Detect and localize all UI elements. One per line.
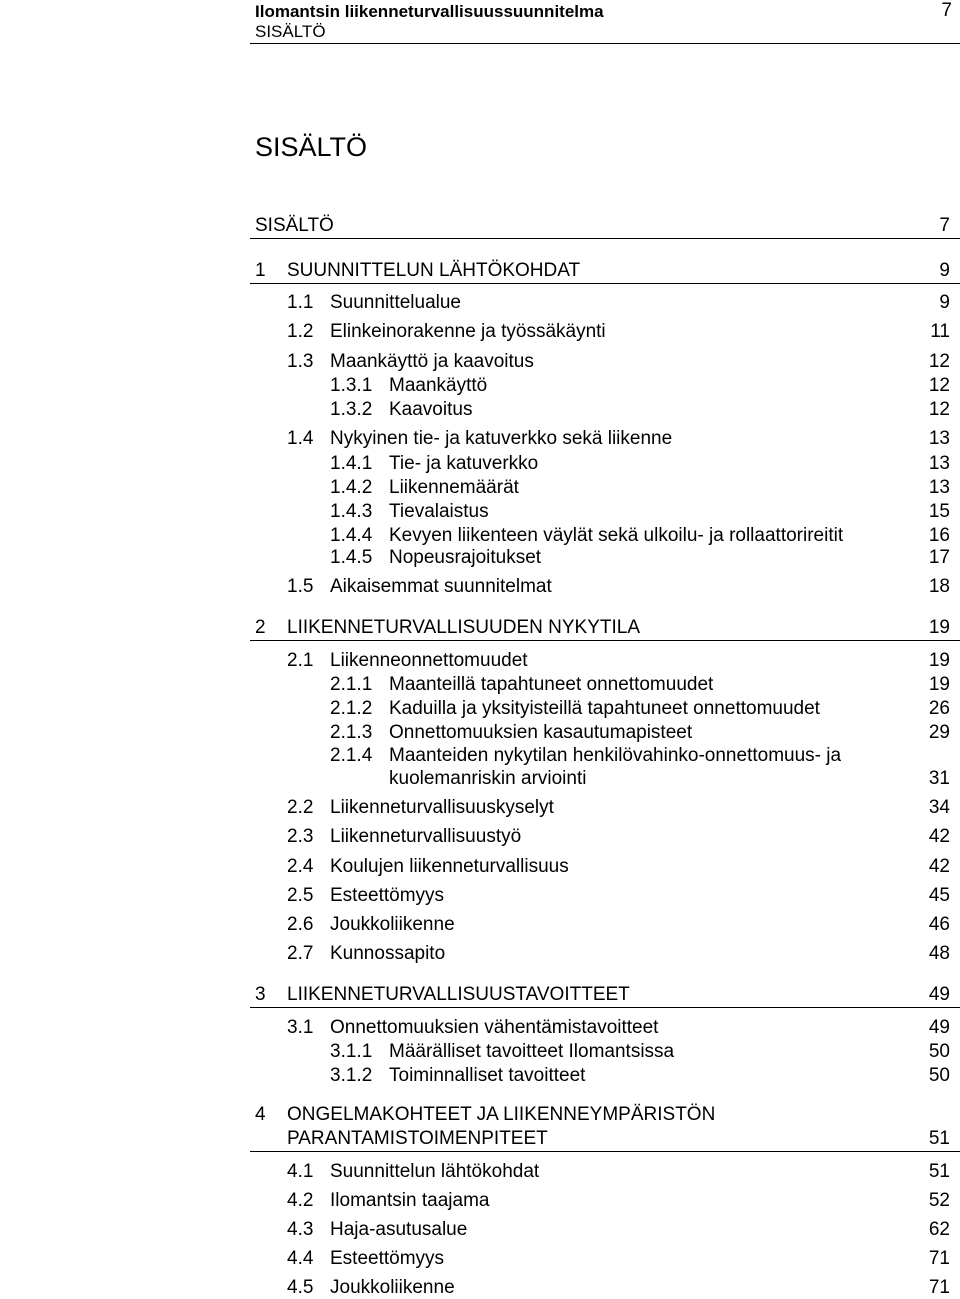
toc-entry-page: 11 <box>930 321 950 342</box>
toc-entry-text: Aikaisemmat suunnitelmat <box>330 576 552 597</box>
toc-entry-text: Suunnittelualue <box>330 292 461 313</box>
toc-entry-text: Liikenneonnettomuudet <box>330 650 528 671</box>
toc-entry-page: 50 <box>928 1041 950 1062</box>
toc-entry-number: 1.2 <box>287 321 314 342</box>
toc-entry-number: 2.3 <box>287 826 314 847</box>
toc-entry-text: Kaavoitus <box>389 399 473 420</box>
toc-entry-number: 2.1.3 <box>330 722 373 743</box>
toc-entry-page: 17 <box>928 547 950 568</box>
toc-entry-page: 19 <box>928 650 950 671</box>
toc-entry-number: 2 <box>255 617 266 638</box>
toc-entry-number: 4.5 <box>287 1277 314 1298</box>
toc-entry-page: 7 <box>939 215 950 236</box>
toc-entry-number: 1.3.1 <box>330 375 373 396</box>
toc-entry-text: Maanteiden nykytilan henkilövahinko-onnettomuus- ja <box>389 745 842 766</box>
toc-entry-page: 19 <box>928 674 950 695</box>
toc-entry-page: 51 <box>928 1161 950 1182</box>
toc-entry-page: 42 <box>928 856 950 877</box>
toc-entry-number: 1.3.2 <box>330 399 373 420</box>
toc-entry-page: 34 <box>928 797 950 818</box>
toc-entry-page: 9 <box>939 260 950 281</box>
toc-entry-text: Joukkoliikenne <box>330 914 455 935</box>
toc-entry-number: 1.4.1 <box>330 453 373 474</box>
toc-entry-text-continued: PARANTAMISTOIMENPITEET <box>287 1128 548 1149</box>
toc-entry-text: Määrälliset tavoitteet Ilomantsissa <box>389 1041 675 1062</box>
toc-entry-number: 2.7 <box>287 943 314 964</box>
toc-entry-number: 4.1 <box>287 1161 314 1182</box>
toc-entry-text: Joukkoliikenne <box>330 1277 455 1298</box>
toc-entry-page: 16 <box>928 525 950 546</box>
toc-entry-number: 1.3 <box>287 351 314 372</box>
toc-entry-text: Elinkeinorakenne ja työssäkäynti <box>330 321 606 342</box>
toc-entry-page: 46 <box>928 914 950 935</box>
toc-entry-number: 4.4 <box>287 1248 314 1269</box>
toc-entry-text: Liikennemäärät <box>389 477 519 498</box>
toc-entry-number: 1.4.2 <box>330 477 373 498</box>
toc-entry-page: 49 <box>928 984 950 1005</box>
toc-entry-text: LIIKENNETURVALLISUUDEN NYKYTILA <box>287 617 641 638</box>
toc-entry-page: 62 <box>928 1219 950 1240</box>
toc-entry-text: Tievalaistus <box>389 501 489 522</box>
toc-entry-page: 9 <box>939 292 950 313</box>
toc-entry-number: 2.6 <box>287 914 314 935</box>
toc-entry-page: 13 <box>928 428 950 449</box>
toc-entry-number: 2.5 <box>287 885 314 906</box>
toc-entry-text: Kaduilla ja yksityisteillä tapahtuneet onnettomuudet <box>389 698 820 719</box>
toc-entry-page: 29 <box>928 722 950 743</box>
toc-entry-number: 1.4 <box>287 428 314 449</box>
toc-entry-number: 4.3 <box>287 1219 314 1240</box>
toc-entry-number: 1.4.3 <box>330 501 373 522</box>
toc-entry-number: 1.1 <box>287 292 314 313</box>
toc-entry-text: Kunnossapito <box>330 943 446 964</box>
toc-entry-text: Suunnittelun lähtökohdat <box>330 1161 540 1182</box>
toc-entry-number: 1.5 <box>287 576 314 597</box>
toc-entry-text: Tie- ja katuverkko <box>389 453 539 474</box>
toc-entry-number: 3.1.2 <box>330 1065 373 1086</box>
toc-entry-text: Liikenneturvallisuustyö <box>330 826 522 847</box>
toc-entry-text: Nopeusrajoitukset <box>389 547 542 568</box>
toc-entry-text: Maankäyttö ja kaavoitus <box>330 351 534 372</box>
toc-entry-text: Onnettomuuksien vähentämistavoitteet <box>330 1017 659 1038</box>
toc-entry-text: SUUNNITTELUN LÄHTÖKOHDAT <box>287 260 581 281</box>
toc-entry-text: Onnettomuuksien kasautumapisteet <box>389 722 693 743</box>
toc-entry-text: Esteettömyys <box>330 885 445 906</box>
toc-entry-number: 2.1.4 <box>330 745 373 766</box>
toc-entry-page: 45 <box>928 885 950 906</box>
toc-entry-text: Liikenneturvallisuuskyselyt <box>330 797 554 818</box>
toc-entry-page: 13 <box>928 477 950 498</box>
toc-entry-text: Maanteillä tapahtuneet onnettomuudet <box>389 674 714 695</box>
toc-entry-page: 71 <box>928 1277 950 1298</box>
toc-entry-page: 19 <box>928 617 950 638</box>
toc-entry-page: 18 <box>928 576 950 597</box>
toc-entry-number: 3 <box>255 984 266 1005</box>
toc-entry-page: 12 <box>928 351 950 372</box>
toc-entry-number: 2.4 <box>287 856 314 877</box>
toc-entry-page: 52 <box>928 1190 950 1211</box>
section-rule <box>250 1151 960 1152</box>
toc-entry-page: 31 <box>928 768 950 789</box>
toc-entry-number: 2.1.1 <box>330 674 373 695</box>
toc-entry-number: 2.2 <box>287 797 314 818</box>
section-rule <box>250 1007 960 1008</box>
page-number: 7 <box>941 0 952 21</box>
section-rule <box>250 640 960 641</box>
toc-entry-page: 71 <box>928 1248 950 1269</box>
toc-entry-page: 26 <box>928 698 950 719</box>
toc-entry-page: 12 <box>928 375 950 396</box>
toc-entry-text: Ilomantsin taajama <box>330 1190 490 1211</box>
toc-entry-page: 49 <box>928 1017 950 1038</box>
document-title: Ilomantsin liikenneturvallisuussuunnitelma <box>255 2 604 21</box>
toc-entry-page: 51 <box>928 1128 950 1149</box>
toc-entry-number: 3.1 <box>287 1017 314 1038</box>
toc-entry-text: ONGELMAKOHTEET JA LIIKENNEYMPÄRISTÖN <box>287 1104 716 1125</box>
toc-entry-number: 2.1.2 <box>330 698 373 719</box>
toc-entry-text: Toiminnalliset tavoitteet <box>389 1065 586 1086</box>
section-name: SISÄLTÖ <box>255 22 326 41</box>
toc-entry-number: 4.2 <box>287 1190 314 1211</box>
toc-entry-page: 15 <box>928 501 950 522</box>
toc-entry-number: 4 <box>255 1104 266 1125</box>
toc-entry-text: Maankäyttö <box>389 375 488 396</box>
toc-entry-number: 2.1 <box>287 650 314 671</box>
toc-entry-page: 13 <box>928 453 950 474</box>
toc-entry-page: 50 <box>928 1065 950 1086</box>
toc-entry-text: Kevyen liikenteen väylät sekä ulkoilu- ja rollaattorireitit <box>389 525 844 546</box>
toc-entry-text: Koulujen liikenneturvallisuus <box>330 856 569 877</box>
toc-entry-number: 1 <box>255 260 266 281</box>
toc-entry-text-continued: kuolemanriskin arviointi <box>389 768 587 789</box>
toc-entry-text: Esteettömyys <box>330 1248 445 1269</box>
toc-entry-page: 12 <box>928 399 950 420</box>
toc-entry-text: LIIKENNETURVALLISUUSTAVOITTEET <box>287 984 630 1005</box>
section-rule <box>250 238 960 239</box>
toc-entry-number: 1.4.4 <box>330 525 373 546</box>
toc-entry-text: SISÄLTÖ <box>255 215 334 236</box>
toc-entry-number: 3.1.1 <box>330 1041 373 1062</box>
section-rule <box>250 283 960 284</box>
header-rule <box>250 43 960 44</box>
toc-title: SISÄLTÖ <box>255 132 368 162</box>
toc-entry-page: 42 <box>928 826 950 847</box>
toc-entry-number: 1.4.5 <box>330 547 373 568</box>
toc-entry-page: 48 <box>928 943 950 964</box>
toc-entry-text: Nykyinen tie- ja katuverkko sekä liikenne <box>330 428 673 449</box>
toc-entry-text: Haja-asutusalue <box>330 1219 468 1240</box>
